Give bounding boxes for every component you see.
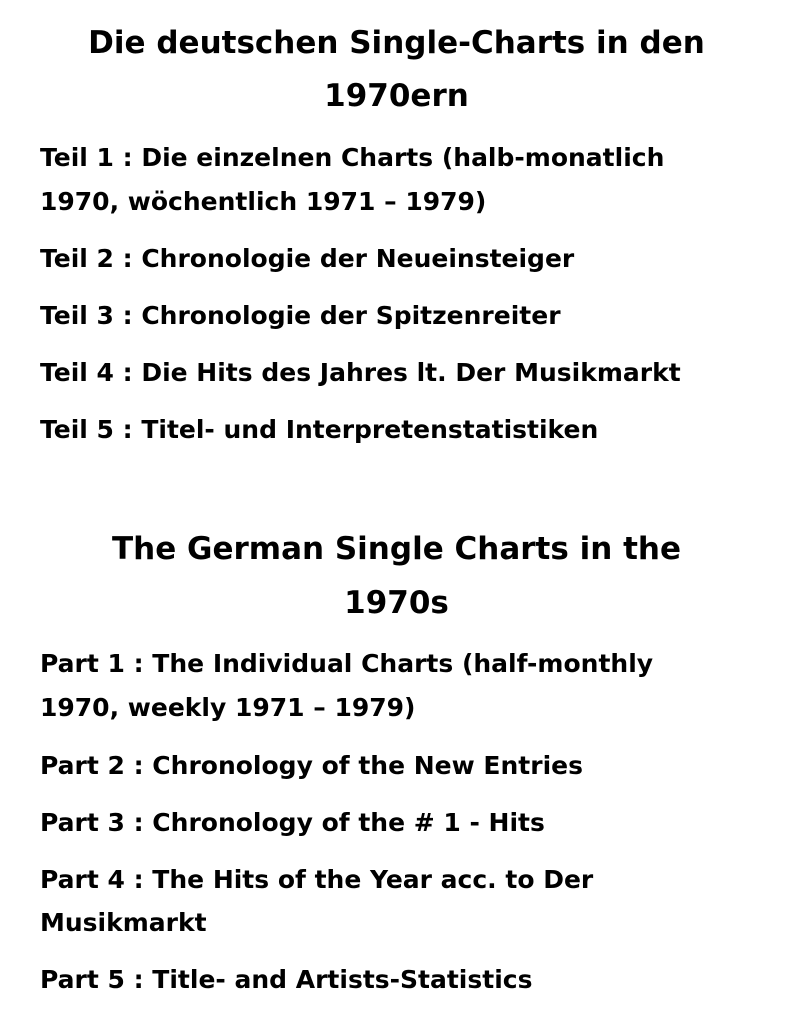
english-title-line-1: The German Single Charts in the [111, 531, 682, 567]
english-item-4-line-1: Part 4 : The Hits of the Year acc. to Der [40, 865, 594, 894]
english-item-1-line-1: Part 1 : The Individual Charts (half-monthly [40, 649, 654, 678]
english-item-5: Part 5 : Title- and Artists-Statistics [40, 965, 533, 994]
german-item-4: Teil 4 : Die Hits des Jahres lt. Der Musikmarkt [40, 358, 681, 387]
english-item-1-line-2: 1970, weekly 1971 – 1979) [40, 693, 416, 722]
german-title-line-1: Die deutschen Single-Charts in den [88, 25, 705, 61]
english-item-4-line-2: Musikmarkt [40, 908, 207, 937]
german-title-line-2: 1970ern [324, 78, 469, 114]
german-item-2: Teil 2 : Chronologie der Neueinsteiger [40, 244, 575, 273]
german-item-1-line-2: 1970, wöchentlich 1971 – 1979) [40, 187, 487, 216]
german-item-5: Teil 5 : Titel- und Interpretenstatistiken [40, 415, 599, 444]
german-item-1-line-1: Teil 1 : Die einzelnen Charts (halb-monatlich [40, 143, 665, 172]
english-item-2: Part 2 : Chronology of the New Entries [40, 751, 583, 780]
german-item-3: Teil 3 : Chronologie der Spitzenreiter [40, 301, 561, 330]
english-item-3: Part 3 : Chronology of the # 1 - Hits [40, 808, 545, 837]
english-title-line-2: 1970s [344, 585, 449, 621]
